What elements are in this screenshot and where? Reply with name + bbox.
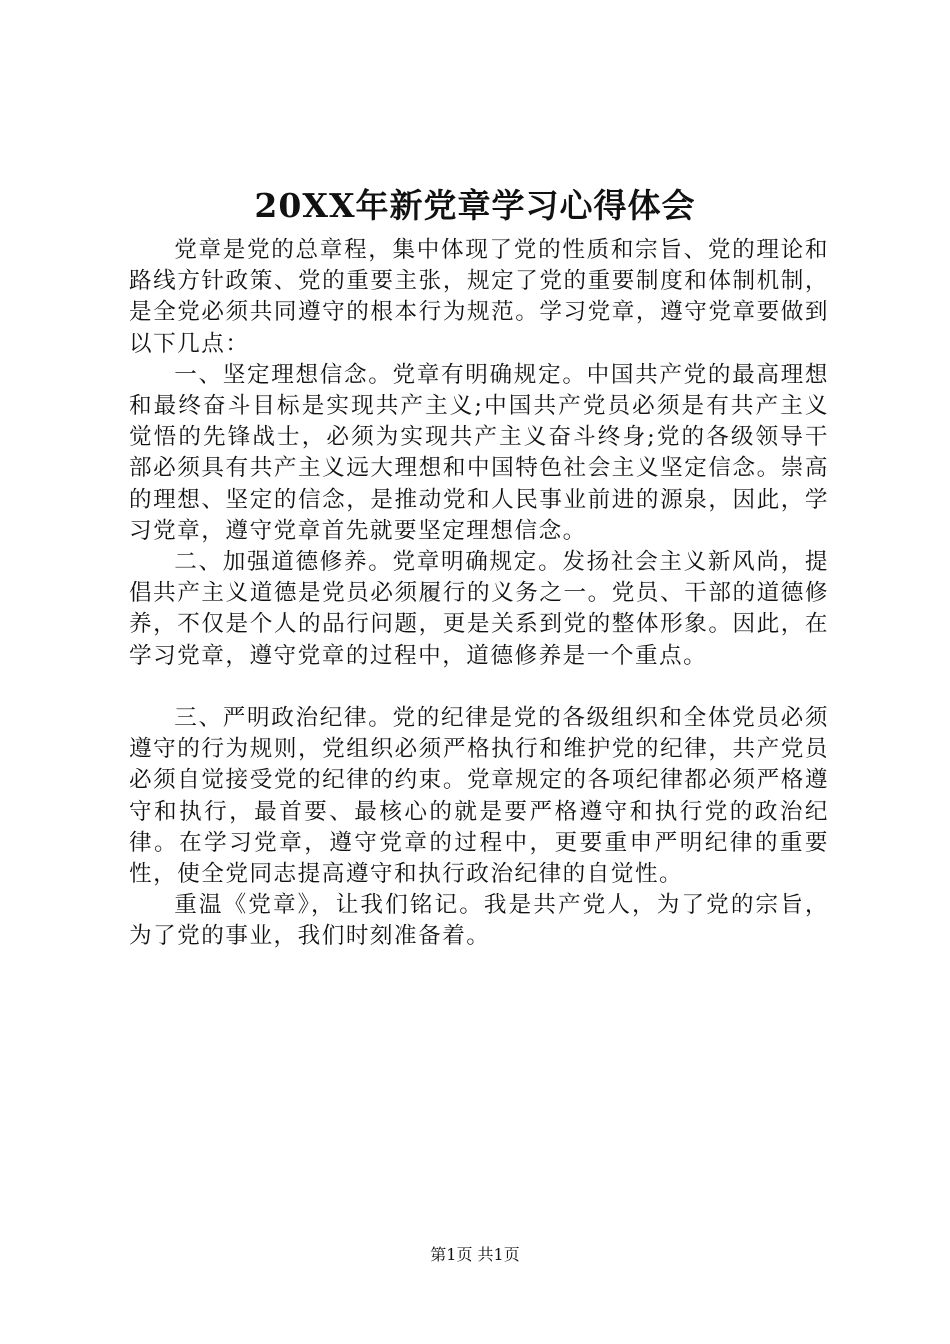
paragraph-spacer (129, 672, 829, 703)
paragraph-conclusion: 重温《党章》，让我们铭记。我是共产党人，为了党的宗旨，为了党的事业，我们时刻准备着。 (129, 892, 829, 950)
page-number-footer: 第1页 共1页 (430, 1245, 520, 1264)
document-title: 20XX年新党章学习心得体会 (254, 186, 696, 225)
paragraph-point-two: 二、加强道德修养。党章明确规定。发扬社会主义新风尚，提倡共产主义道德是党员必须履行的义务之一。党员、干部的道德修养，不仅是个人的品行问题，更是关系到党的整体形象。因此，在学习党章，遵守党章的过程中，道德修养是一个重点。 (129, 549, 829, 669)
document-body (129, 235, 829, 953)
paragraph-point-three: 三、严明政治纪律。党的纪律是党的各级组织和全体党员必须遵守的行为规则，党组织必须严格执行和维护党的纪律，共产党员必须自觉接受党的纪律的约束。党章规定的各项纪律都必须严格遵守和执行，最首要、最核心的就是要严格遵守和执行党的政治纪律。在学习党章，遵守党章的过程中，更要重申严明纪律的重要性，使全党同志提高遵守和执行政治纪律的自觉性。 (129, 705, 829, 888)
paragraph-point-one: 一、坚定理想信念。党章有明确规定。中国共产党的最高理想和最终奋斗目标是实现共产主义;中国共产党员必须是有共产主义觉悟的先锋战士，必须为实现共产主义奋斗终身;党的各级领导干部必须具有共产主义远大理想和中国特色社会主义坚定信念。崇高的理想、坚定的信念，是推动党和人民事业前进的源泉，因此，学习党章，遵守党章首先就要坚定理想信念。 (129, 361, 829, 544)
paragraph-intro: 党章是党的总章程，集中体现了党的性质和宗旨、党的理论和路线方针政策、党的重要主张，规定了党的重要制度和体制机制，是全党必须共同遵守的根本行为规范。学习党章，遵守党章要做到以下几点： (129, 237, 829, 357)
